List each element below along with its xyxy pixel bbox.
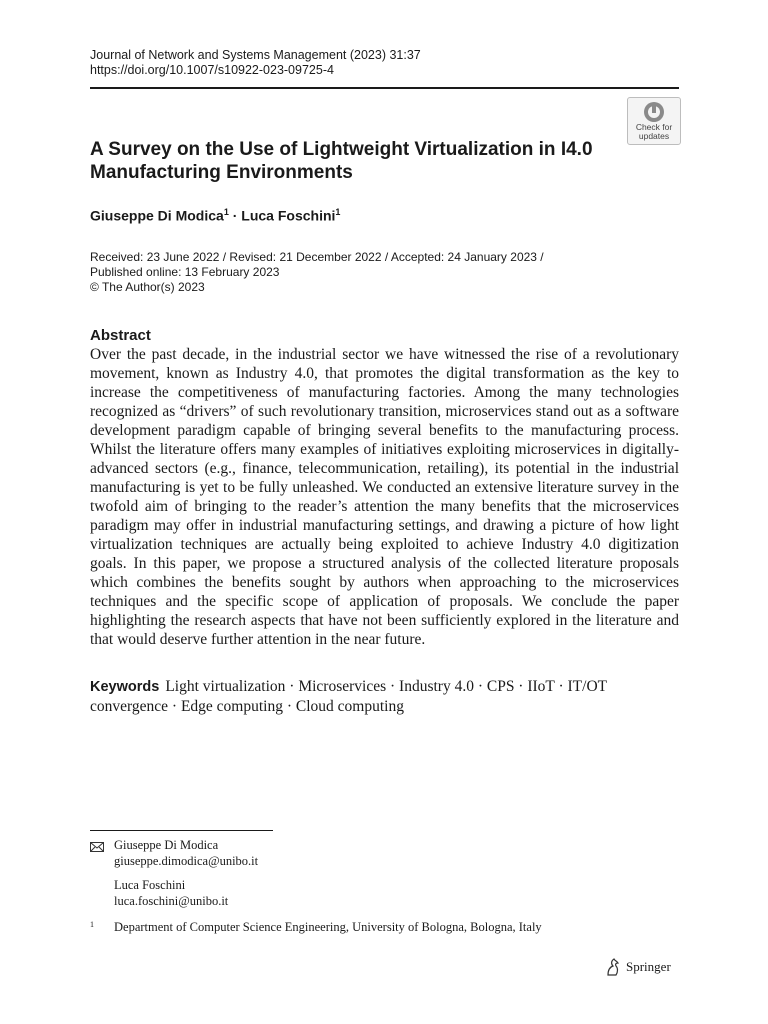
affiliation-footnote <box>90 920 542 935</box>
crossmark-label-1: Check for <box>635 122 673 132</box>
crossmark-icon <box>643 101 665 123</box>
crossmark-label-2: updates <box>638 131 670 141</box>
copyright: © The Author(s) 2023 <box>90 280 205 294</box>
keywords-section <box>90 677 679 716</box>
affiliation-number: 1 <box>90 920 94 929</box>
author-email[interactable]: giuseppe.dimodica@unibo.it <box>114 853 259 868</box>
affiliation-text: Department of Computer Science Engineering, University of Bologna, Bologna, Italy <box>114 920 542 934</box>
check-for-updates-badge[interactable] <box>627 97 681 145</box>
keywords-label: Keywords <box>90 679 160 695</box>
publisher-logo <box>605 958 671 976</box>
header-divider <box>90 87 679 89</box>
author-affiliation-mark: 1 <box>223 207 229 217</box>
author-name[interactable]: Luca Foschini <box>241 207 336 224</box>
journal-header <box>90 48 421 78</box>
author-name: Giuseppe Di Modica <box>114 838 219 852</box>
footnote-divider <box>90 830 273 831</box>
abstract-section <box>90 326 679 649</box>
abstract-heading: Abstract <box>90 327 151 344</box>
author-separator: · <box>232 207 238 224</box>
publisher-name: Springer <box>626 959 671 974</box>
envelope-icon <box>90 838 114 869</box>
corresponding-author <box>90 838 258 869</box>
springer-horse-icon <box>605 958 621 976</box>
abstract-text: Over the past decade, in the industrial sector we have witnessed the rise of a revolutionary movement, known as Industry 4.0, that promotes the digital transformation as the key to increase the competitiveness of manufacturing factories. Among the many technologies recognized as “drivers” of such revolutionary transition, microservices stand out as a software development paradigm capable of bringing several benefits to the manufacturing process. Whilst the literature offers many examples of initiatives exploiting microservices in digitally-advanced sectors (e.g., finance, telecommunication, retailing), its potential in the industrial manufacturing is yet to be fully unleashed. We conducted an extensive literature survey in the twofold aim of bringing to the reader’s attention the many benefits that the microservices paradigm may offer in industrial manufacturing settings, and drawing a picture of how light virtualization techniques are actually being exploited to achieve Industry 4.0 digitization goals. In this paper, we propose a structured analysis of the collected literature proposals which combines the benefits sought by authors when approaching to the microservices techniques and the specific scope of application of proposals. We conclude the paper highlighting the research aspects that have not been sufficiently explored in the literature and that would deserve further attention in the near future. <box>90 346 679 648</box>
correspondence-block <box>90 838 258 909</box>
journal-citation: Journal of Network and Systems Management (2023) 31:37 <box>90 48 421 62</box>
published-online: Published online: 13 February 2023 <box>90 265 280 279</box>
author-list <box>90 207 340 224</box>
author-email[interactable]: luca.foschini@unibo.it <box>114 893 229 908</box>
doi-link[interactable]: https://doi.org/10.1007/s10922-023-09725-4 <box>90 63 334 77</box>
publication-dates <box>90 250 544 295</box>
author-name[interactable]: Giuseppe Di Modica <box>90 207 224 224</box>
author-name: Luca Foschini <box>114 878 186 892</box>
received-revised-accepted: Received: 23 June 2022 / Revised: 21 December 2022 / Accepted: 24 January 2023 / <box>90 250 544 264</box>
keywords-list: Light virtualization · Microservices · Industry 4.0 · CPS · IIoT · IT/OT convergence · Edge computing · Cloud computing <box>90 678 607 715</box>
author-affiliation-mark: 1 <box>335 207 341 217</box>
co-author-contact <box>90 878 258 909</box>
paper-title: A Survey on the Use of Lightweight Virtualization in I4.0 Manufacturing Environments <box>90 139 593 183</box>
